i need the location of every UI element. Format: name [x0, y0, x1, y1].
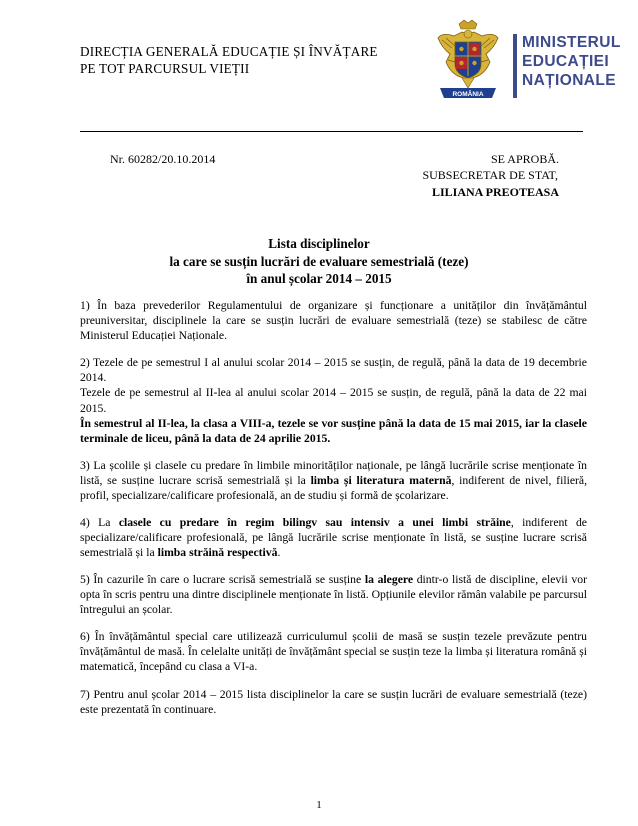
paragraph-7: [80, 687, 587, 717]
paragraph-4-text-a: 4) La: [80, 516, 119, 529]
paragraph-2-deadlines: În semestrul al II-lea, la clasa a VIII-a, tezele se vor susține până la data de 15 mai 2015, iar la clasele terminale de liceu, până la data de 24 aprilie 2015.: [80, 416, 587, 446]
paragraph-5-text-c: dintr-o listă de discipline, elevii vor opta în scris pentru una dintre disciplinele menționate în listă. Opțiunile elevilor rămân valabile pe parcursul întregului an școlar.: [80, 573, 587, 617]
paragraph-4-text-c: , indiferent de specializare/calificare profesională, pe lângă lucrările scrise menționate în listă, se susține lucrare scrisă semestrială și la: [80, 516, 587, 560]
paragraph-2-semester-1: 2) Tezele de pe semestrul I al anului scolar 2014 – 2015 se susțin, de regulă, până la data de 19 decembrie 2014.: [80, 356, 587, 385]
header-divider: [80, 131, 583, 132]
title-line-2: la care se susțin lucrări de evaluare semestrială (teze): [169, 254, 469, 269]
ministry-wordmark: [522, 33, 621, 90]
approver-name: LILIANA PREOTEASA: [431, 185, 559, 199]
paragraph-5: [80, 572, 587, 618]
paragraph-2-semester-2: Tezele de pe semestrul al II-lea al anului scolar 2014 – 2015 se susțin, de regulă, până la data de 22 mai 2015.: [80, 386, 587, 415]
paragraph-3-emphasis: limba și literatura maternă: [310, 474, 452, 488]
title-line-3: în anul școlar 2014 – 2015: [246, 271, 392, 286]
paragraph-1: [80, 298, 587, 344]
institution-line-1: DIRECȚIA GENERALĂ EDUCAȚIE ȘI ÎNVĂȚARE: [80, 44, 378, 59]
coat-of-arms-logo: [428, 18, 508, 104]
ministry-wordmark-line-2: EDUCAȚIEI: [522, 53, 610, 70]
paragraph-5-emphasis: la alegere: [364, 573, 414, 586]
paragraph-3-text-a: 3) La școlile și clasele cu predare în limbile minorităților naționale, pe lângă lucrările scrise menționate în listă, se susține lucrare scrisă semestrială și la: [80, 459, 587, 488]
paragraph-2: [80, 355, 587, 446]
paragraph-3-text-c: , indiferent de nivel, filieră, profil, specializare/calificare profesională, an de studiu și formă de școlarizare.: [80, 474, 588, 503]
approval-text: SE APROBĂ.: [490, 152, 559, 166]
ministry-wordmark-line-1: MINISTERUL: [522, 34, 621, 51]
paragraph-7-text: 7) Pentru anul școlar 2014 – 2015 lista disciplinelor la care se susțin lucrări de evaluare semestrială (teze) este prezentată în continuare.: [80, 688, 587, 717]
eagle-crest-icon: [428, 18, 508, 104]
ministry-wordmark-line-3: NAȚIONALE: [522, 72, 617, 89]
document-number: Nr. 60282/20.10.2014: [110, 152, 216, 166]
paragraph-6: [80, 629, 587, 675]
page-number: 1: [316, 799, 322, 811]
paragraph-4-emphasis-language: limba străină respectivă: [157, 546, 278, 560]
paragraph-4: [80, 515, 587, 561]
paragraph-6-text: 6) În învățământul special care utilizează curriculumul școlii de masă se susțin tezele prevăzute pentru învățământul de masă. În celelalte unități de învățământ special se susțin teze la limba și literatura română și matematică, începând cu clasa a VI-a.: [80, 630, 587, 674]
paragraph-4-emphasis-classes: clasele cu predare în regim bilingv sau intensiv a unei limbi străine: [118, 516, 511, 529]
paragraph-4-text-e: .: [277, 546, 281, 560]
approver-title: SUBSECRETAR DE STAT,: [422, 168, 558, 182]
paragraph-3: [80, 458, 587, 504]
paragraph-1-text: 1) În baza prevederilor Regulamentului de organizare și funcționare a unităților din învățământul preuniversitar, disciplinele la care se susțin lucrări de evaluare semestrială (teze) se stabilesc de către Ministerul Educației Naționale.: [80, 299, 587, 343]
paragraph-5-text-a: 5) În cazurile în care o lucrare scrisă semestrială se susține: [80, 573, 365, 586]
title-line-1: Lista disciplinelor: [268, 236, 370, 251]
crest-ribbon-text: ROMÂNIA: [452, 91, 484, 98]
logo-divider-bar: [513, 34, 517, 98]
institution-line-2: PE TOT PARCURSUL VIEȚII: [80, 61, 250, 76]
